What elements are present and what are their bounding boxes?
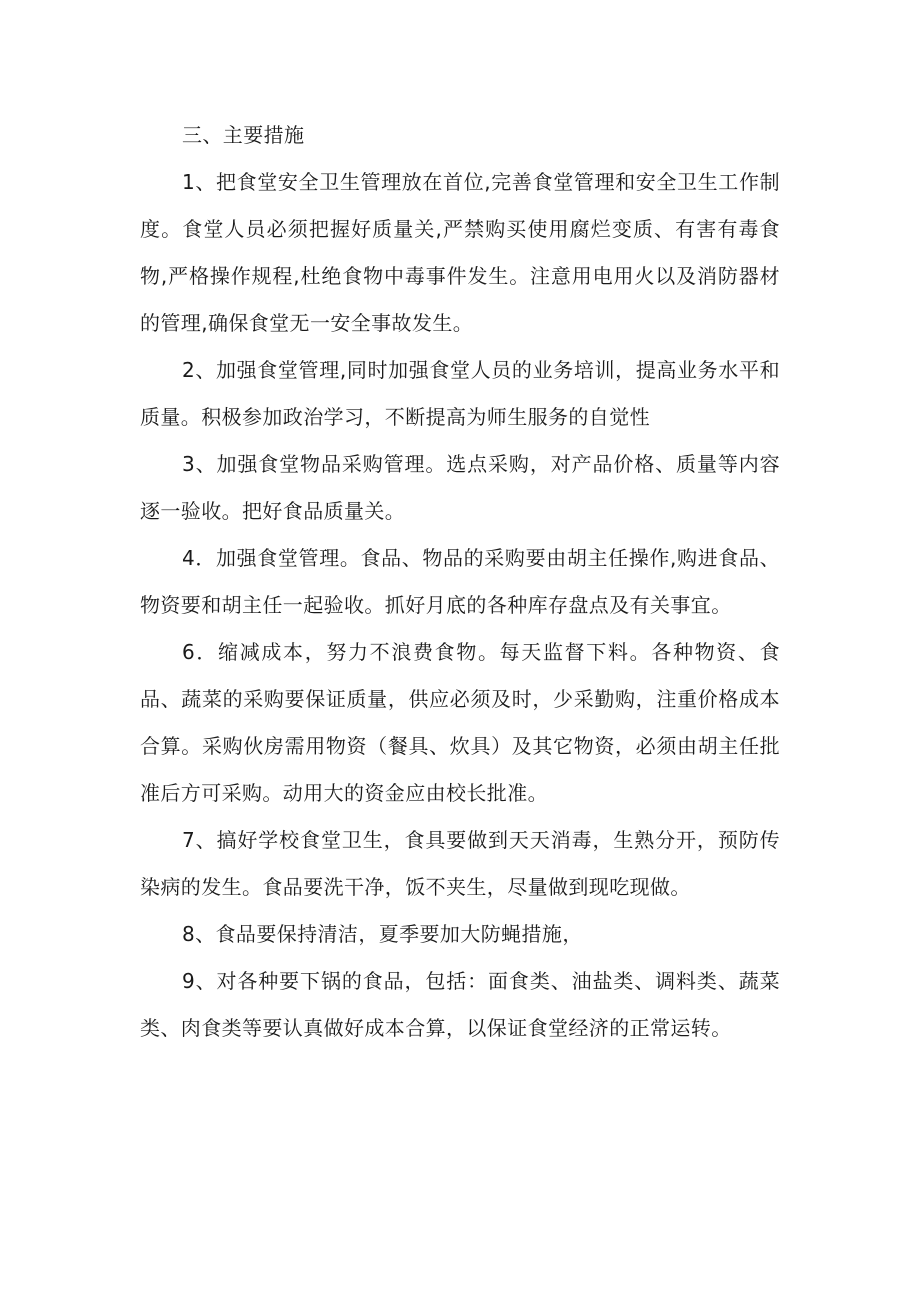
paragraph-1: 1、把食堂安全卫生管理放在首位,完善食堂管理和安全卫生工作制度。食堂人员必须把握好质量关,严禁购买使用腐烂变质、有害有毒食物,严格操作规程,杜绝食物中毒事件发生。注意用电用火以及消防器材的管理,确保食堂无一安全事故发生。 (140, 170, 780, 335)
document-page (140, 112, 780, 1052)
paragraph-7: 7、搞好学校食堂卫生，食具要做到天天消毒，生熟分开，预防传染病的发生。食品要洗干净，饭不夹生，尽量做到现吃现做。 (140, 828, 780, 899)
paragraph-9: 9、对各种要下锅的食品，包括：面食类、油盐类、调料类、蔬菜类、肉食类等要认真做好成本合算，以保证食堂经济的正常运转。 (140, 969, 780, 1040)
paragraph-4: 4．加强食堂管理。食品、物品的采购要由胡主任操作,购进食品、物资要和胡主任一起验收。抓好月底的各种库存盘点及有关事宜。 (140, 546, 780, 617)
section-heading: 三、主要措施 (182, 123, 305, 147)
paragraph-3: 3、加强食堂物品采购管理。选点采购，对产品价格、质量等内容逐一验收。把好食品质量关。 (140, 452, 780, 523)
paragraph-8: 8、食品要保持清洁，夏季要加大防蝇措施， (182, 922, 583, 946)
paragraph-2: 2、加强食堂管理,同时加强食堂人员的业务培训，提高业务水平和质量。积极参加政治学习，不断提高为师生服务的自觉性 (140, 358, 780, 429)
paragraph-6: 6．缩减成本，努力不浪费食物。每天监督下料。各种物资、食品、蔬菜的采购要保证质量，供应必须及时，少采勤购，注重价格成本合算。采购伙房需用物资（餐具、炊具）及其它物资，必须由胡主任批准后方可采购。动用大的资金应由校长批准。 (140, 640, 780, 805)
